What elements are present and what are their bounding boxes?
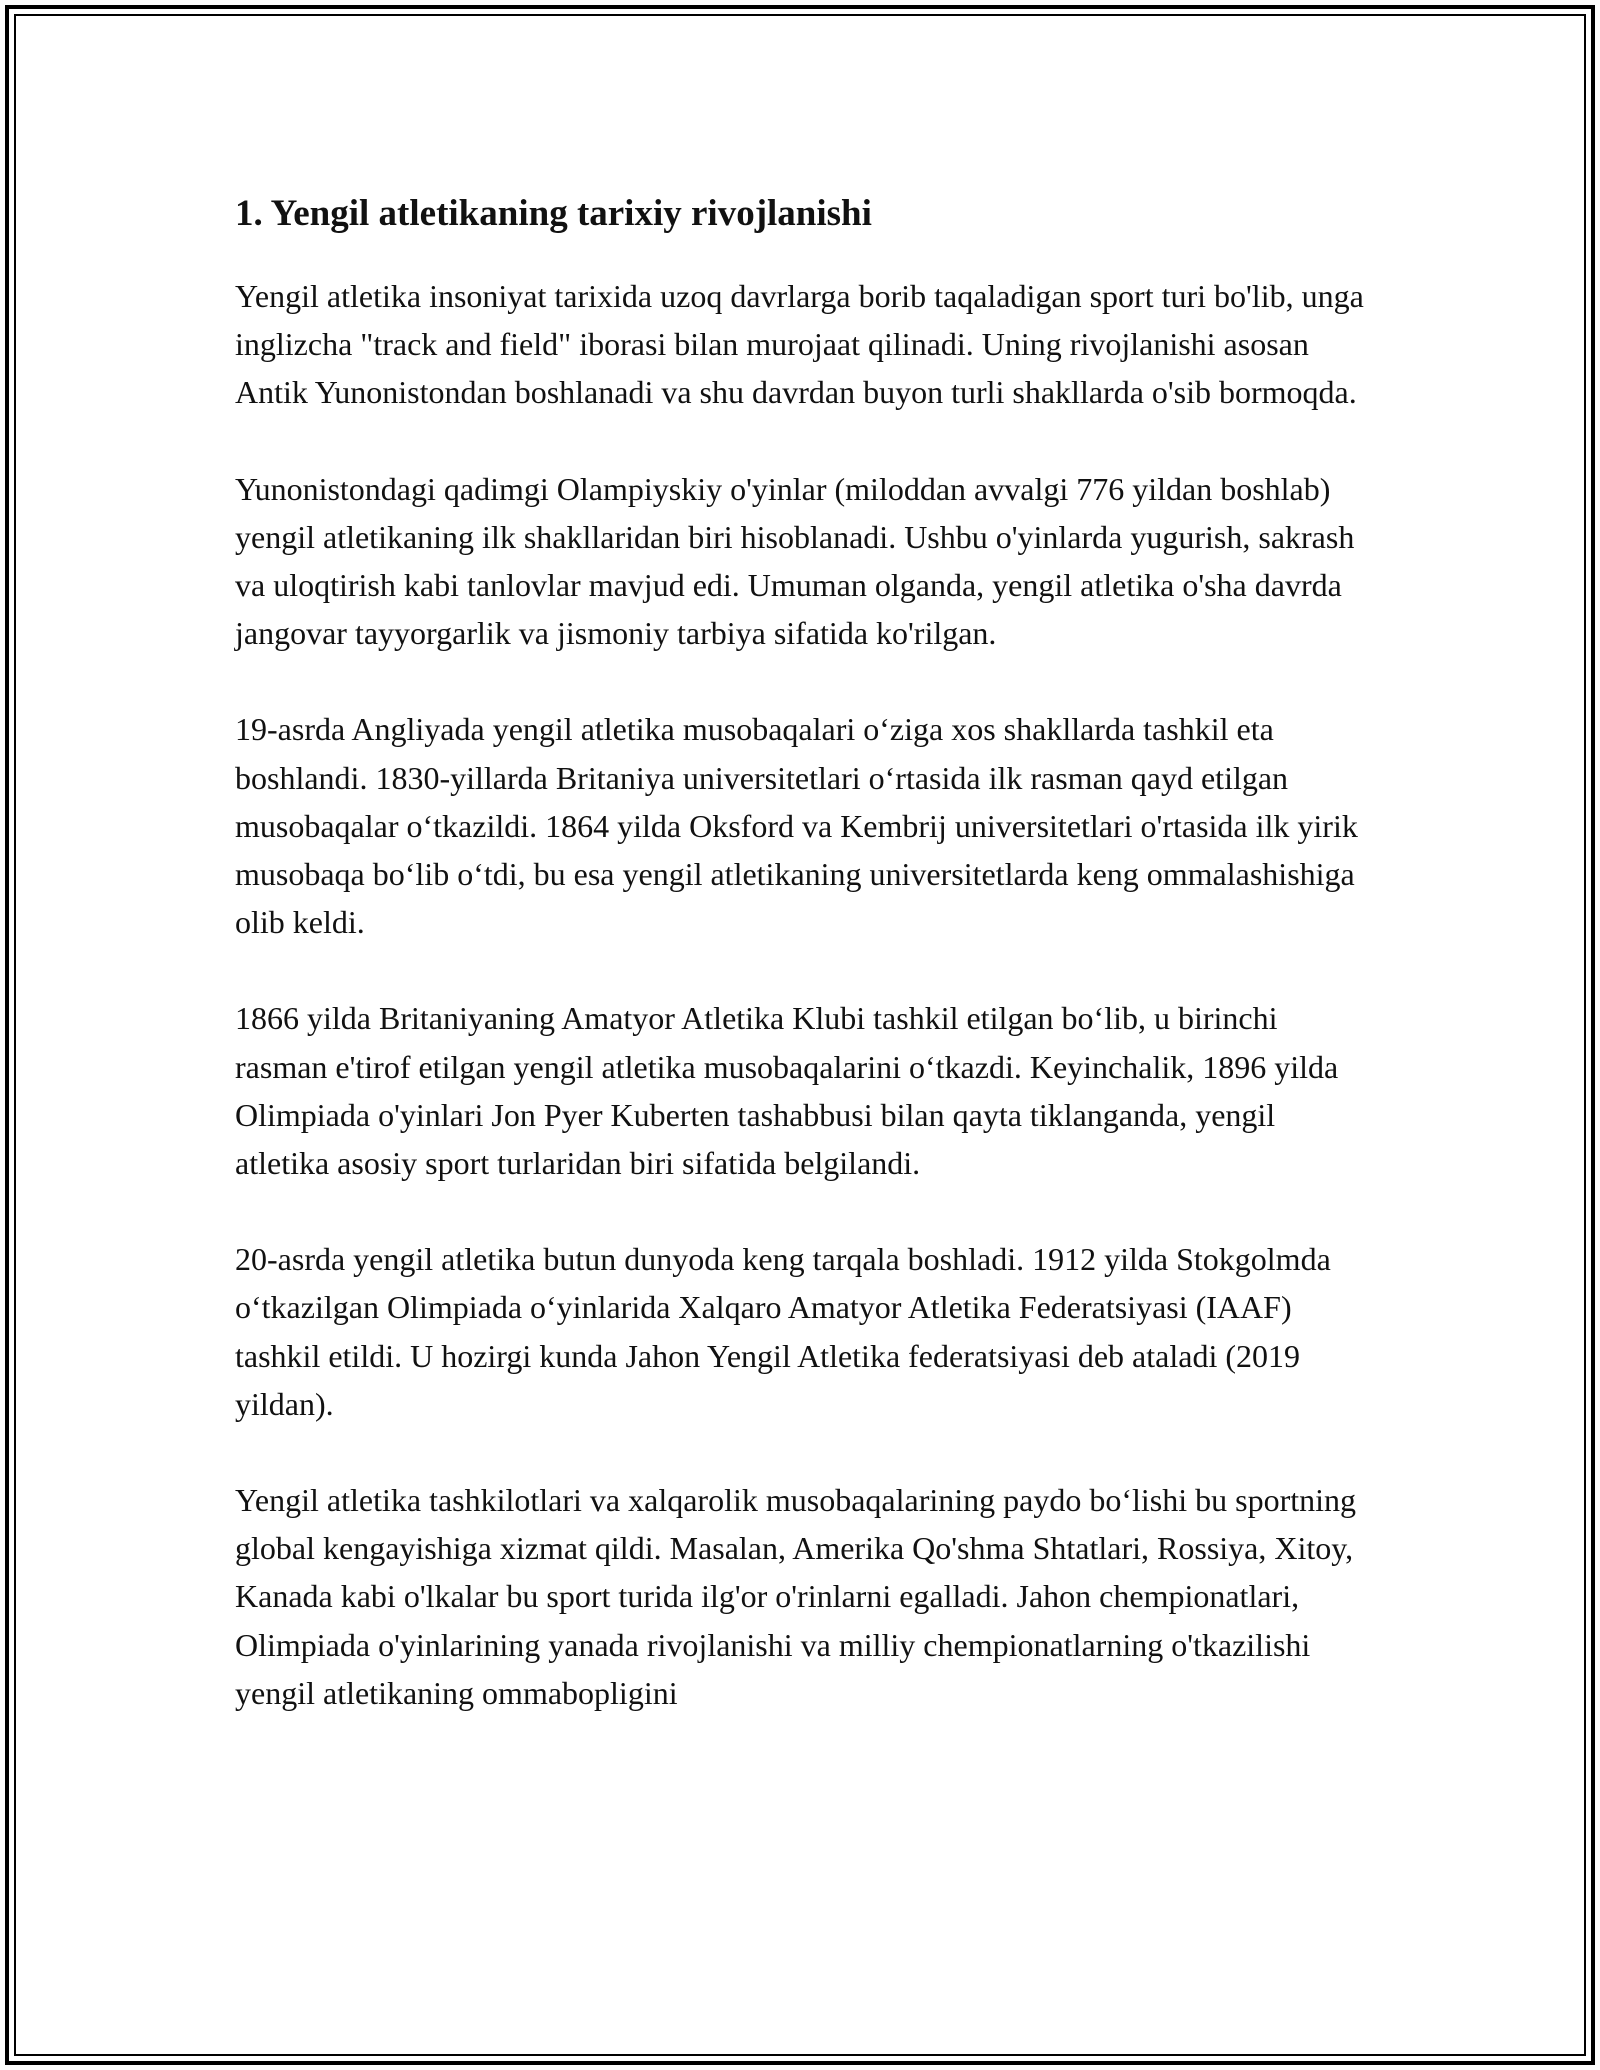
paragraph-1: Yengil atletika insoniyat tarixida uzoq davrlarga borib taqaladigan sport turi bo'lib, unga inglizcha "track and field" iborasi bilan murojaat qilinadi. Uning rivojlanishi asosan Antik Yunonistondan boshlanadi va shu davrdan buyon turli shakllarda o'sib bormoqda. [235, 278, 1364, 411]
paragraph-3: 19-asrda Angliyada yengil atletika musobaqalari o‘ziga xos shakllarda tashkil eta boshlandi. 1830-yillarda Britaniya universitetlari o‘rtasida ilk rasman qayd etilgan musobaqalar o‘tkazildi. 1864 yilda Oksford va Kembrij universitetlari o'rtasida ilk yirik musobaqa bo‘lib o‘tdi, bu esa yengil atletikaning universitetlarda keng ommalashishiga olib keldi. [235, 711, 1358, 941]
paragraph-4: 1866 yilda Britaniyaning Amatyor Atletika Klubi tashkil etilgan bo‘lib, u birinchi rasman e'tirof etilgan yengil atletika musobaqalarini o‘tkazdi. Keyinchalik, 1896 yilda Olimpiada o'yinlari Jon Pyer Kuberten tashabbusi bilan qayta tiklanganda, yengil atletika asosiy sport turlaridan biri sifatida belgilandi. [235, 1000, 1339, 1182]
paragraph-2: Yunonistondagi qadimgi Olampiyskiy o'yinlar (miloddan avvalgi 776 yildan boshlab) yengil atletikaning ilk shakllaridan biri hisoblanadi. Ushbu o'yinlarda yugurish, sakrash va uloqtirish kabi tanlovlar mavjud edi. Umuman olganda, yengil atletika o'sha davrda jangovar tayyorgarlik va jismoniy tarbiya sifatida ko'rilgan. [235, 470, 1355, 652]
paragraph-5: 20-asrda yengil atletika butun dunyoda keng tarqala boshladi. 1912 yilda Stokgolmda o‘tkazilgan Olimpiada o‘yinlarida Xalqaro Amatyor Atletika Federatsiyasi (IAAF) tashkil etildi. U hozirgi kunda Jahon Yengil Atletika federatsiyasi deb ataladi (2019 yildan). [235, 1241, 1331, 1422]
section-heading: 1. Yengil atletikaning tarixiy rivojlanishi [235, 193, 872, 234]
document-body [235, 190, 1375, 1765]
paragraph-6: Yengil atletika tashkilotlari va xalqarolik musobaqalarining paydo bo‘lishi bu sportning global kengayishiga xizmat qildi. Masalan, Amerika Qo'shma Shtatlari, Rossiya, Xitoy, Kanada kabi o'lkalar bu sport turida ilg'or o'rinlarni egalladi. Jahon chempionatlari, Olimpiada o'yinlarining yanada rivojlanishi va milliy chempionatlarning o'tkazilishi yengil atletikaning ommabopligini [235, 1482, 1357, 1711]
